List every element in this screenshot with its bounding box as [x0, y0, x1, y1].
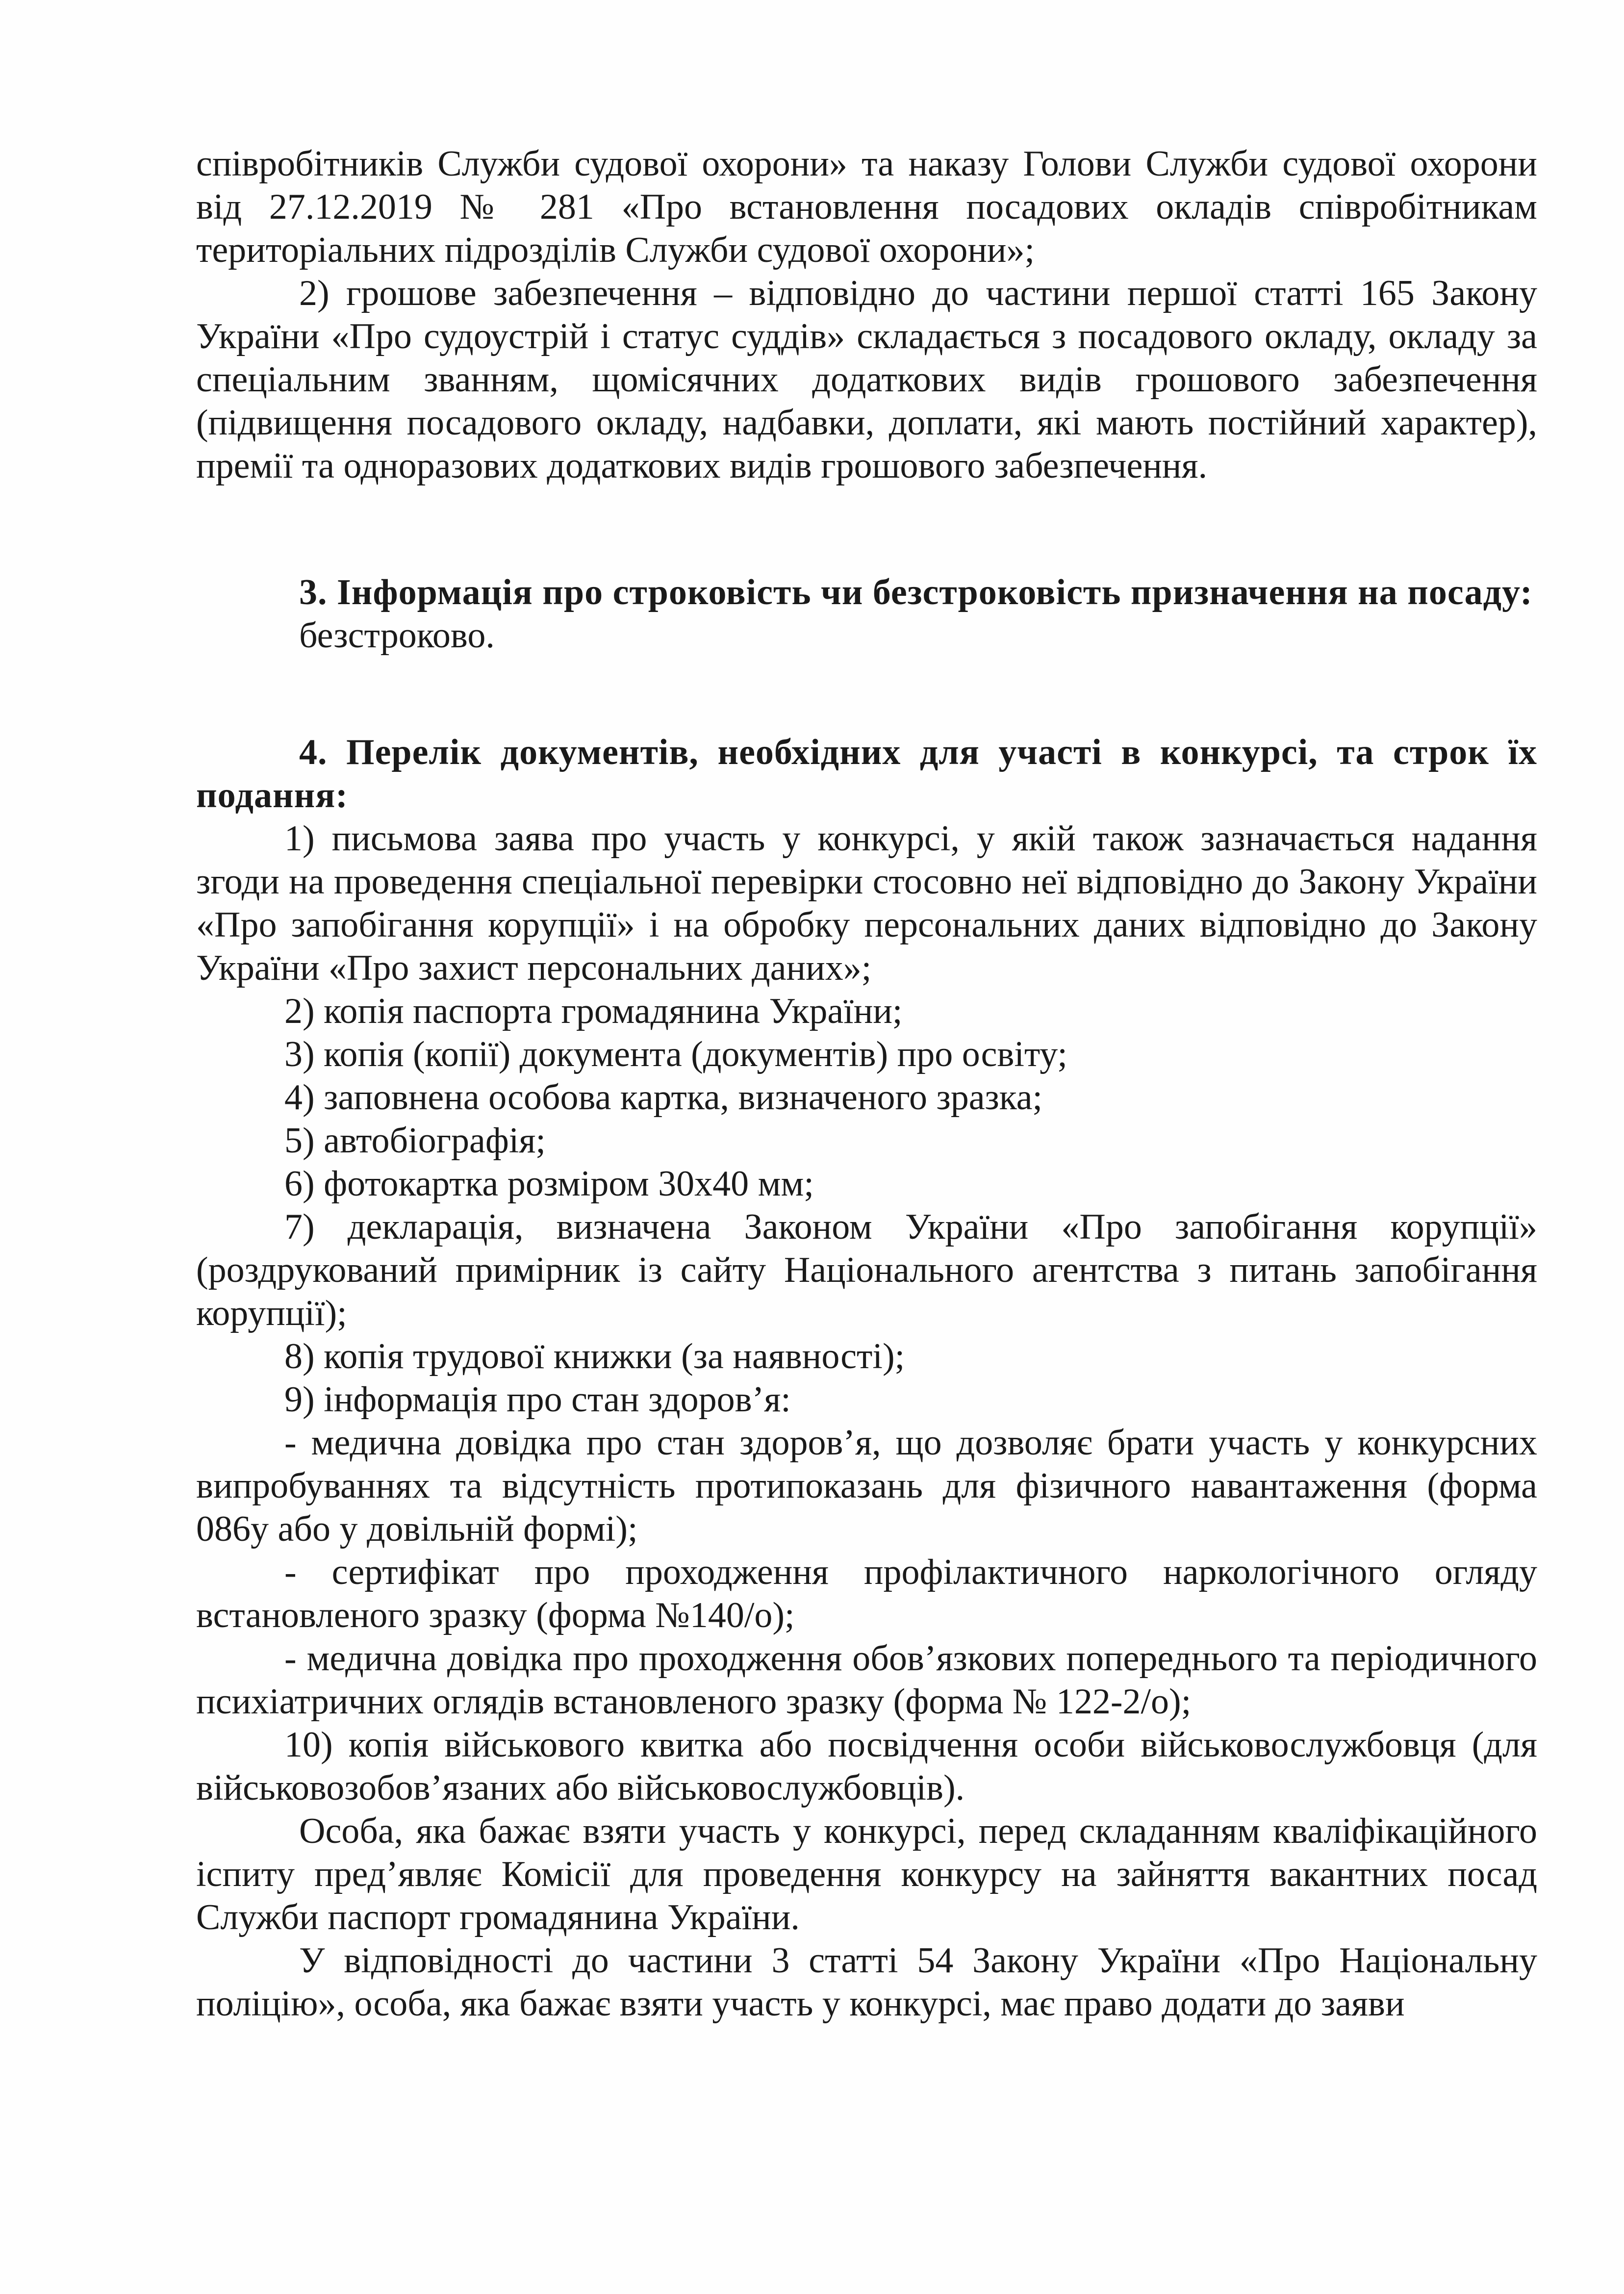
section-heading-3: 3. Інформація про строковість чи безстроковість призначення на посаду: — [299, 572, 1533, 612]
list-item-4: 4) заповнена особова картка, визначеного зразка; — [284, 1077, 1043, 1118]
paragraph-salary-order: співробітників Служби судової охорони» та наказу Голови Служби судової охорони від 27.12.2019 № 281 «Про встановлення посадових окладів співробітникам територіальних підрозділів Служби судової охорони»; — [196, 144, 1537, 270]
paragraph-passport: Особа, яка бажає взяти участь у конкурсі, перед складанням кваліфікаційного іспиту пред’являє Комісії для проведення конкурсу на зайняття вакантних посад Служби паспорт громадянина України. — [196, 1811, 1537, 1937]
list-item-1: 1) письмова заява про участь у конкурсі, у якій також зазначається надання згоди на проведення спеціальної перевірки стосовно неї відповідно до Закону України «Про запобігання корупції» і на обробку персональних даних відповідно до Закону України «Про захист персональних даних»; — [196, 818, 1537, 988]
document-body — [196, 142, 1537, 2025]
list-item-3: 3) копія (копії) документа (документів) про освіту; — [284, 1034, 1067, 1074]
list-item-8: 8) копія трудової книжки (за наявності); — [284, 1336, 905, 1376]
list-item-5: 5) автобіографія; — [284, 1121, 546, 1161]
list-item-6: 6) фотокартка розміром 30х40 мм; — [284, 1164, 814, 1204]
list-subitem-1: - медична довідка про стан здоров’я, що дозволяє брати участь у конкурсних випробуваннях та відсутність протипоказань для фізичного навантаження (форма 086у або у довільній формі); — [196, 1423, 1537, 1549]
list-item-2: 2) копія паспорта громадянина України; — [284, 991, 903, 1031]
paragraph-term: безстроково. — [299, 615, 495, 656]
list-item-7: 7) декларація, визначена Законом України «Про запобігання корупції» (роздрукований примірник із сайту Національного агентства з питань запобігання корупції); — [196, 1207, 1537, 1333]
list-item-10: 10) копія військового квитка або посвідчення особи військовослужбовця (для військовозобов’язаних або військовослужбовців). — [196, 1725, 1537, 1808]
paragraph-police-law: У відповідності до частини 3 статті 54 Закону України «Про Національну поліцію», особа, яка бажає взяти участь у конкурсі, має право додати до заяви — [196, 1940, 1537, 2024]
paragraph-monetary-support: 2) грошове забезпечення – відповідно до частини першої статті 165 Закону України «Про судоустрій і статус суддів» складається з посадового окладу, окладу за спеціальним званням, щомісячних додаткових видів грошового забезпечення (підвищення посадового окладу, надбавки, доплати, які мають постійний характер), премії та одноразових додаткових видів грошового забезпечення. — [196, 273, 1537, 486]
spacer — [196, 487, 1537, 571]
list-item-9: 9) інформація про стан здоров’я: — [284, 1379, 791, 1420]
spacer — [196, 657, 1537, 731]
list-subitem-3: - медична довідка про проходження обов’язкових попереднього та періодичного психіатричних оглядів встановленого зразку (форма № 122-2/о); — [196, 1638, 1537, 1722]
section-heading-4: 4. Перелік документів, необхідних для участі в конкурсі, та строк їх подання: — [196, 732, 1537, 816]
list-subitem-2: - сертифікат про проходження профілактичного наркологічного огляду встановленого зразку (форма №140/о); — [196, 1552, 1537, 1635]
